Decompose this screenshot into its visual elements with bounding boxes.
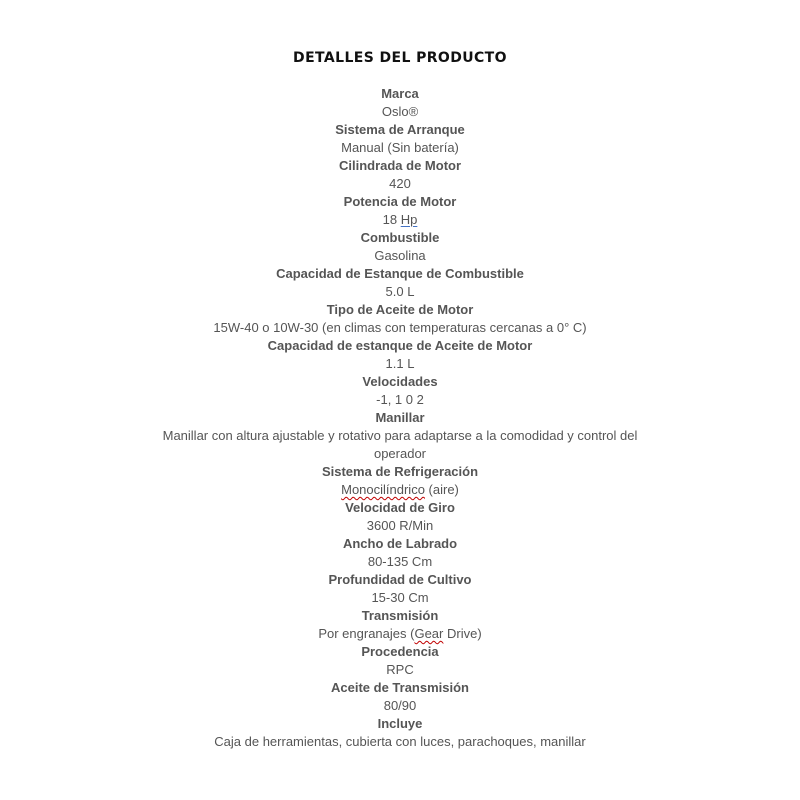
spec-value-refrigeracion — [140, 481, 660, 499]
spec-label-combustible: Combustible — [360, 230, 440, 245]
spec-value-refrigeracion-word: Monocilíndrico — [341, 482, 425, 497]
spec-value-combustible: Gasolina — [374, 248, 426, 263]
spec-value-procedencia: RPC — [386, 662, 414, 677]
spec-value-profundidad-cultivo: 15-30 Cm — [371, 590, 429, 605]
spec-value-transmision-pre: Por engranajes ( — [318, 626, 415, 641]
spec-label-transmision: Transmisión — [361, 608, 439, 623]
spec-label-velocidades: Velocidades — [362, 374, 438, 389]
spec-value-tipo-aceite-motor: 15W-40 o 10W-30 (en climas con temperaturas cercanas a 0° C) — [213, 320, 587, 335]
spec-label-marca: Marca — [381, 86, 419, 101]
spec-label-capacidad-aceite-motor: Capacidad de estanque de Aceite de Motor — [267, 338, 533, 353]
spec-value-transmision-post: Drive) — [443, 626, 482, 641]
spec-value-velocidades: -1, 1 0 2 — [376, 392, 424, 407]
spec-value-potencia-number: 18 — [382, 212, 401, 227]
spec-value-potencia — [140, 211, 660, 229]
spec-value-incluye: Caja de herramientas, cubierta con luces, parachoques, manillar — [214, 734, 586, 749]
spec-value-marca: Oslo® — [381, 104, 419, 119]
spec-label-cilindrada: Cilindrada de Motor — [338, 158, 462, 173]
spec-label-refrigeracion: Sistema de Refrigeración — [321, 464, 479, 479]
spec-value-capacidad-aceite-motor: 1.1 L — [385, 356, 415, 371]
spec-label-manillar: Manillar — [375, 410, 425, 425]
spec-label-procedencia: Procedencia — [361, 644, 439, 659]
page-title: DETALLES DEL PRODUCTO — [293, 50, 507, 66]
spec-value-velocidad-giro: 3600 R/Min — [366, 518, 434, 533]
spec-value-cilindrada: 420 — [389, 176, 411, 191]
spec-value-transmision — [140, 625, 660, 643]
spec-label-incluye: Incluye — [377, 716, 423, 731]
spec-value-ancho-labrado: 80-135 Cm — [367, 554, 433, 569]
spec-label-potencia: Potencia de Motor — [343, 194, 457, 209]
spec-value-aceite-transmision: 80/90 — [383, 698, 417, 713]
spec-value-potencia-unit: Hp — [400, 212, 418, 227]
spec-label-tipo-aceite-motor: Tipo de Aceite de Motor — [326, 302, 474, 317]
spec-value-capacidad-estanque-combustible: 5.0 L — [385, 284, 415, 299]
spec-value-refrigeracion-post: (aire) — [424, 482, 459, 497]
spec-label-profundidad-cultivo: Profundidad de Cultivo — [328, 572, 472, 587]
spec-label-aceite-transmision: Aceite de Transmisión — [331, 680, 469, 695]
spec-label-capacidad-estanque-combustible: Capacidad de Estanque de Combustible — [276, 266, 524, 281]
spec-value-transmision-word: Gear — [414, 626, 444, 641]
spec-label-sistema-arranque: Sistema de Arranque — [335, 122, 465, 137]
spec-label-ancho-labrado: Ancho de Labrado — [342, 536, 458, 551]
spec-value-manillar: Manillar con altura ajustable y rotativo para adaptarse a la comodidad y control del operador — [162, 428, 638, 461]
spec-label-velocidad-giro: Velocidad de Giro — [345, 500, 455, 515]
spec-value-sistema-arranque: Manual (Sin batería) — [341, 140, 459, 155]
spec-list — [140, 85, 660, 751]
